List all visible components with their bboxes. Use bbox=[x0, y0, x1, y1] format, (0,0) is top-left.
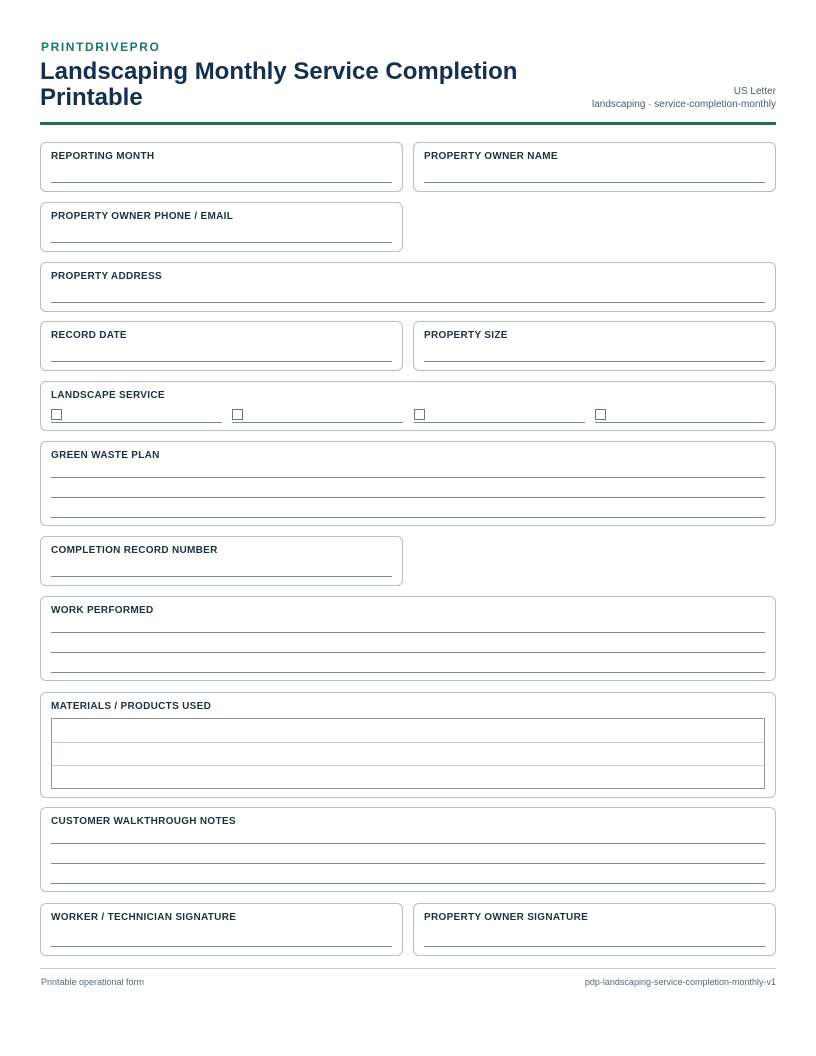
checkbox[interactable] bbox=[232, 409, 243, 420]
writing-line[interactable] bbox=[51, 632, 765, 633]
completion-record-number-label: COMPLETION RECORD NUMBER bbox=[51, 545, 218, 556]
property-owner-name-label: PROPERTY OWNER NAME bbox=[424, 151, 558, 162]
owner-signature-field[interactable] bbox=[413, 903, 776, 956]
reporting-month-field[interactable] bbox=[40, 142, 403, 192]
checkbox[interactable] bbox=[414, 409, 425, 420]
table-row-divider bbox=[52, 742, 764, 743]
landscape-service-option-3[interactable] bbox=[414, 409, 585, 423]
landscape-service-option-1[interactable] bbox=[51, 409, 222, 423]
record-date-field[interactable] bbox=[40, 321, 403, 371]
record-date-label: RECORD DATE bbox=[51, 330, 127, 341]
option-line[interactable] bbox=[414, 422, 585, 423]
footer-left-text: Printable operational form bbox=[41, 977, 145, 987]
landscape-service-option-2[interactable] bbox=[232, 409, 403, 423]
materials-used-label: MATERIALS / PRODUCTS USED bbox=[51, 701, 212, 712]
option-line[interactable] bbox=[595, 422, 765, 423]
property-owner-contact-label: PROPERTY OWNER PHONE / EMAIL bbox=[51, 211, 234, 222]
brand-name: PRINTDRIVEPRO bbox=[41, 40, 161, 54]
walkthrough-notes-field[interactable] bbox=[40, 807, 776, 892]
document-tags: landscaping · service-completion-monthly bbox=[592, 99, 776, 110]
worker-signature-line[interactable] bbox=[51, 946, 392, 947]
owner-signature-line[interactable] bbox=[424, 946, 765, 947]
completion-record-number-line[interactable] bbox=[51, 576, 392, 577]
materials-table[interactable] bbox=[51, 718, 765, 789]
writing-line[interactable] bbox=[51, 497, 765, 498]
work-performed-label: WORK PERFORMED bbox=[51, 605, 154, 616]
checkbox[interactable] bbox=[51, 409, 62, 420]
property-owner-name-line[interactable] bbox=[424, 182, 765, 183]
green-waste-plan-label: GREEN WASTE PLAN bbox=[51, 450, 160, 461]
landscape-service-field bbox=[40, 381, 776, 431]
writing-line[interactable] bbox=[51, 652, 765, 653]
writing-line[interactable] bbox=[51, 883, 765, 884]
footer-divider bbox=[40, 968, 776, 969]
walkthrough-notes-label: CUSTOMER WALKTHROUGH NOTES bbox=[51, 816, 236, 827]
worker-signature-field[interactable] bbox=[40, 903, 403, 956]
option-line[interactable] bbox=[232, 422, 403, 423]
footer-form-id: pdp-landscaping-service-completion-monthly-v1 bbox=[584, 977, 776, 987]
property-owner-contact-line[interactable] bbox=[51, 242, 392, 243]
checkbox[interactable] bbox=[595, 409, 606, 420]
document-meta bbox=[592, 85, 776, 111]
property-size-line[interactable] bbox=[424, 361, 765, 362]
writing-line[interactable] bbox=[51, 672, 765, 673]
property-owner-name-field[interactable] bbox=[413, 142, 776, 192]
completion-record-number-field[interactable] bbox=[40, 536, 403, 586]
landscape-service-label: LANDSCAPE SERVICE bbox=[51, 390, 165, 401]
property-size-label: PROPERTY SIZE bbox=[424, 330, 508, 341]
writing-line[interactable] bbox=[51, 517, 765, 518]
page-title: Landscaping Monthly Service Completion Printable bbox=[40, 58, 518, 111]
header-divider bbox=[40, 122, 776, 125]
property-address-label: PROPERTY ADDRESS bbox=[51, 271, 162, 282]
property-address-line[interactable] bbox=[51, 302, 765, 303]
record-date-line[interactable] bbox=[51, 361, 392, 362]
paper-size: US Letter bbox=[733, 86, 776, 97]
table-row-divider bbox=[52, 765, 764, 766]
writing-line[interactable] bbox=[51, 843, 765, 844]
option-line[interactable] bbox=[51, 422, 222, 423]
worker-signature-label: WORKER / TECHNICIAN SIGNATURE bbox=[51, 912, 237, 923]
owner-signature-label: PROPERTY OWNER SIGNATURE bbox=[424, 912, 589, 923]
property-owner-contact-field[interactable] bbox=[40, 202, 403, 252]
writing-line[interactable] bbox=[51, 863, 765, 864]
materials-used-field bbox=[40, 692, 776, 798]
property-address-field[interactable] bbox=[40, 262, 776, 312]
green-waste-plan-field[interactable] bbox=[40, 441, 776, 526]
reporting-month-line[interactable] bbox=[51, 182, 392, 183]
writing-line[interactable] bbox=[51, 477, 765, 478]
landscape-service-option-4[interactable] bbox=[595, 409, 765, 423]
property-size-field[interactable] bbox=[413, 321, 776, 371]
work-performed-field[interactable] bbox=[40, 596, 776, 681]
reporting-month-label: REPORTING MONTH bbox=[51, 151, 155, 162]
